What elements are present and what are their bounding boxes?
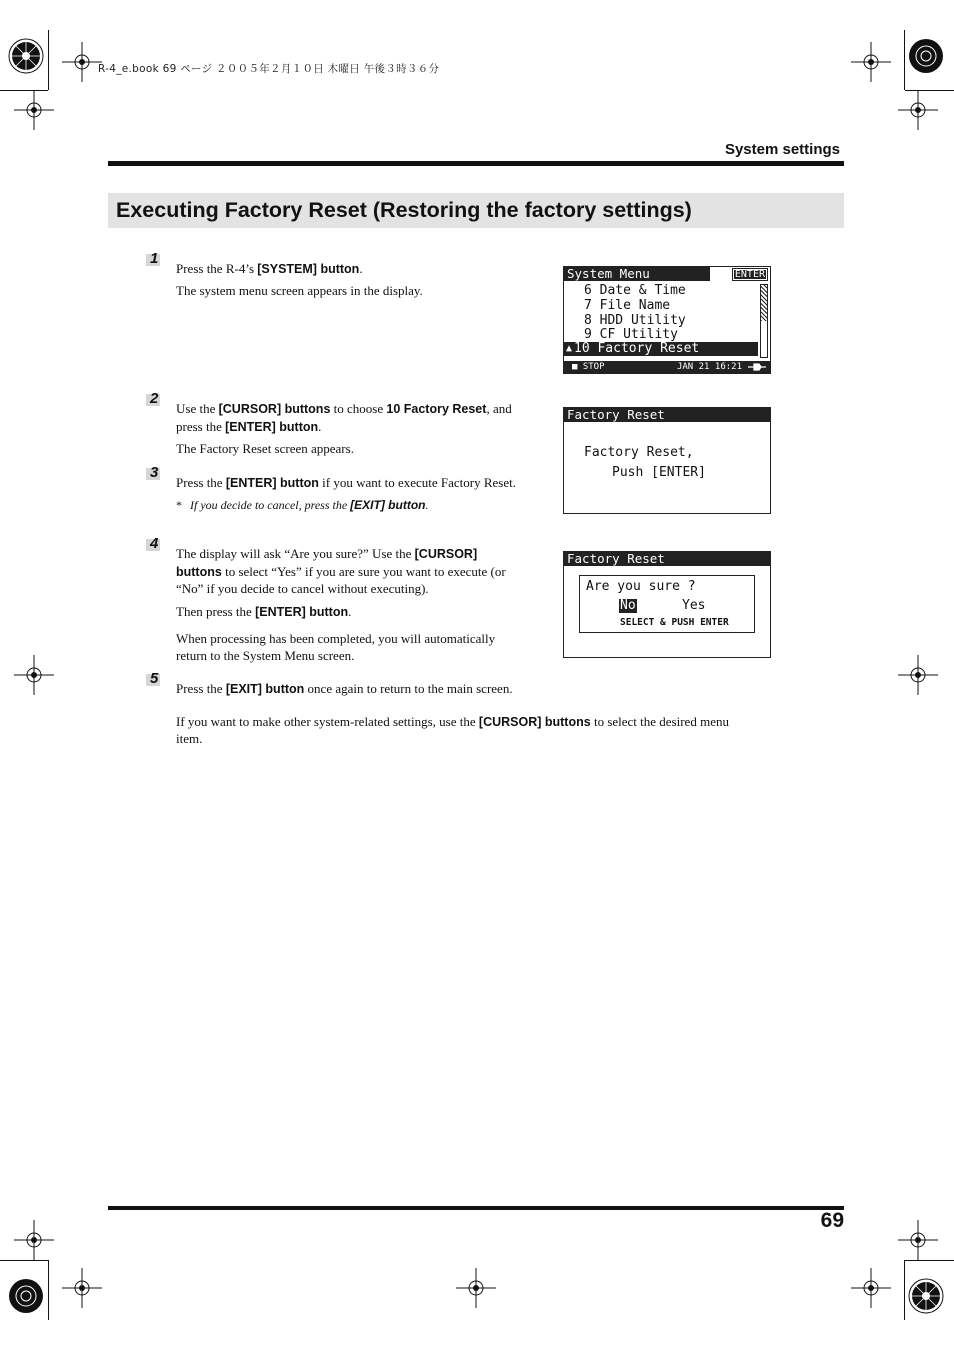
crosshair-mark-top-right bbox=[851, 42, 891, 82]
crosshair-mark-right-middle bbox=[898, 655, 938, 695]
step-4-line-1: The display will ask “Are you sure?” Use the [CURSOR] bbox=[176, 546, 478, 561]
header-rule bbox=[108, 161, 844, 166]
crosshair-mark-bottom-center bbox=[456, 1268, 496, 1308]
registration-mark-bottom-right bbox=[906, 1276, 946, 1316]
crosshair-mark-right-upper bbox=[898, 90, 938, 130]
step-5-line-1: Press the [EXIT] button once again to return to the main screen. bbox=[176, 681, 513, 696]
trim-line bbox=[905, 1260, 954, 1261]
lcd-factory-reset bbox=[563, 407, 771, 514]
step-number-2: 2 bbox=[146, 394, 160, 406]
lcd-menu-item: 8 HDD Utility bbox=[584, 313, 686, 328]
step-2-line-1: Use the [CURSOR] buttons to choose 10 Factory Reset, and bbox=[176, 401, 512, 416]
crosshair-mark-left-upper bbox=[14, 90, 54, 130]
step-4-line-5: When processing has been completed, you will automatically bbox=[176, 631, 496, 646]
step-4-line-3: “No” if you decide to cancel without executing). bbox=[176, 581, 429, 596]
registration-mark-top-right bbox=[906, 36, 946, 76]
step-number-5: 5 bbox=[146, 674, 160, 686]
lcd-question: Are you sure ? bbox=[586, 579, 696, 594]
step-1-line-1: Press the R-4’s [SYSTEM] button. bbox=[176, 261, 363, 276]
lcd-option-no: No bbox=[620, 598, 636, 613]
lcd-hint: SELECT & PUSH ENTER bbox=[620, 617, 729, 628]
step-3-line-1: Press the [ENTER] button if you want to execute Factory Reset. bbox=[176, 475, 516, 490]
crosshair-mark-bottom-right bbox=[851, 1268, 891, 1308]
step-number-1: 1 bbox=[146, 254, 160, 266]
trim-line bbox=[48, 1260, 49, 1320]
closing-line-2: item. bbox=[176, 731, 203, 746]
crosshair-mark-top bbox=[62, 42, 102, 82]
trim-line bbox=[904, 1260, 905, 1320]
step-4-line-6: return to the System Menu screen. bbox=[176, 648, 355, 663]
step-4-line-2: buttons to select “Yes” if you are sure you want to execute (or bbox=[176, 564, 506, 579]
step-3-note: * If you decide to cancel, press the [EXIT] button. bbox=[176, 498, 429, 512]
trim-line bbox=[905, 90, 954, 91]
lcd-menu-item: 9 CF Utility bbox=[584, 327, 678, 342]
closing-line-1: If you want to make other system-related settings, use the [CURSOR] buttons to select the desired menu bbox=[176, 714, 729, 729]
print-id-line: R-4_e.book 69 ページ ２００５年２月１０日 木曜日 午後３時３６分 bbox=[98, 63, 440, 75]
enter-badge: ENTER bbox=[732, 268, 768, 281]
crosshair-mark-left-middle bbox=[14, 655, 54, 695]
lcd-status-right: JAN 21 16:21 bbox=[676, 362, 742, 372]
lcd-menu-item: 6 Date & Time bbox=[584, 283, 686, 298]
lcd-menu-item-selected: 10 Factory Reset bbox=[574, 341, 700, 356]
trim-line bbox=[0, 90, 48, 91]
lcd-status-left: ■ STOP bbox=[572, 362, 605, 372]
lcd-title: System Menu bbox=[564, 267, 710, 281]
lcd-title: Factory Reset bbox=[564, 552, 770, 566]
step-1-line-2: The system menu screen appears in the display. bbox=[176, 283, 423, 298]
lcd-scrollbar bbox=[760, 284, 768, 358]
lcd-message-line-1: Factory Reset, bbox=[584, 445, 694, 460]
registration-mark-top-left bbox=[6, 36, 46, 76]
trim-line bbox=[48, 30, 49, 90]
trim-line bbox=[904, 30, 905, 90]
lcd-title: Factory Reset bbox=[564, 408, 770, 422]
lcd-confirm bbox=[563, 551, 771, 658]
plug-icon bbox=[747, 362, 767, 372]
lcd-message-line-2: Push [ENTER] bbox=[612, 465, 706, 480]
trim-line bbox=[0, 1260, 48, 1261]
registration-mark-bottom-left bbox=[6, 1276, 46, 1316]
crosshair-mark-bottom-left bbox=[62, 1268, 102, 1308]
section-header: System settings bbox=[724, 141, 840, 158]
crosshair-mark-left-lower bbox=[14, 1220, 54, 1260]
step-number-3: 3 bbox=[146, 468, 160, 480]
footer-rule bbox=[108, 1206, 844, 1210]
page-title: Executing Factory Reset (Restoring the factory settings) bbox=[116, 198, 692, 222]
step-2-line-2: press the [ENTER] button. bbox=[176, 419, 322, 434]
page-number: 69 bbox=[820, 1209, 844, 1232]
lcd-option-yes: Yes bbox=[682, 598, 706, 613]
step-2-line-3: The Factory Reset screen appears. bbox=[176, 441, 354, 456]
step-number-4: 4 bbox=[146, 539, 160, 551]
lcd-selected-arrow-icon: ▲ bbox=[566, 343, 573, 354]
lcd-menu-item: 7 File Name bbox=[584, 298, 671, 313]
crosshair-mark-right-lower bbox=[898, 1220, 938, 1260]
step-4-line-4: Then press the [ENTER] button. bbox=[176, 604, 352, 619]
lcd-system-menu bbox=[563, 266, 771, 374]
